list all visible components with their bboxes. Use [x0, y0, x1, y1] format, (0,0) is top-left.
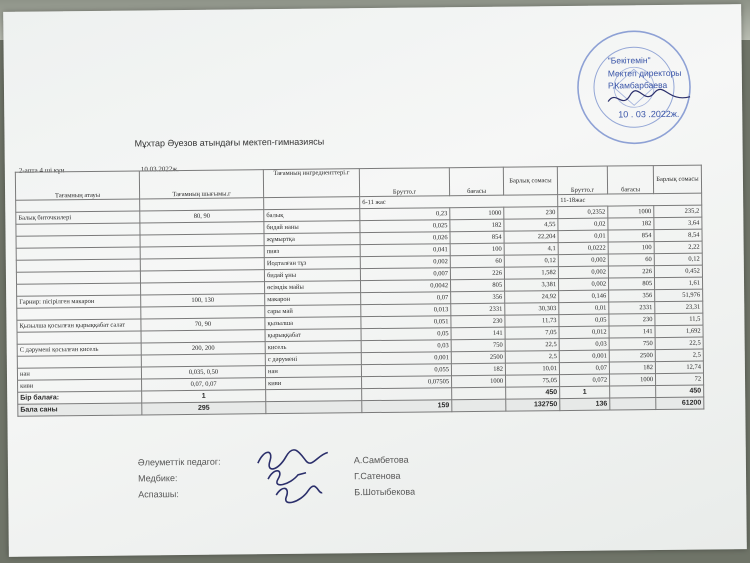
price-1-cell: 230 — [451, 315, 505, 328]
header-price-2: бағасы — [607, 166, 653, 194]
header-dish-yield: Тағамның шығымы.г — [139, 170, 263, 199]
per-child-count-2: 1 — [560, 386, 610, 399]
price-2-cell: 805 — [608, 278, 654, 290]
per-child-label: Бір балаға: — [18, 391, 142, 404]
price-2-cell: 182 — [609, 362, 655, 374]
price-1-cell: 750 — [451, 339, 505, 352]
total-2-cell: 1,61 — [654, 277, 702, 290]
signature-role-nurse: Медбике: — [138, 473, 178, 484]
brutto-2-cell: 0,001 — [559, 350, 609, 363]
approval-line3: Р.Камбарбаева — [607, 79, 668, 91]
menu-date: 10.03.2022ж. — [140, 165, 179, 174]
brutto-1-cell: 0,002 — [360, 256, 450, 269]
total-2-cell: 2,22 — [654, 241, 702, 254]
children-label: Бала саны — [18, 403, 142, 416]
price-2-cell: 1000 — [608, 206, 654, 218]
ingredient-cell: Иодталған тұз — [264, 257, 360, 270]
total-2-cell: 1,692 — [655, 325, 703, 338]
brutto-2-cell: 0,01 — [558, 230, 608, 243]
dish-yield-cell: 0,035, 0,50 — [141, 366, 265, 379]
age-group-2: 11-18жас — [558, 193, 702, 207]
price-1-cell: 141 — [451, 327, 505, 340]
per-child-total-2: 450 — [656, 385, 704, 398]
price-2-cell: 854 — [608, 230, 654, 242]
ingredient-cell: сары май — [265, 305, 361, 318]
dish-name-cell: Балық биточкилері — [16, 211, 140, 224]
dish-yield-cell: 70, 90 — [141, 318, 265, 331]
brutto-1-cell: 0,0042 — [361, 280, 451, 293]
header-brutto-1: Брутто.г — [359, 168, 449, 197]
brutto-2-cell: 0,012 — [559, 326, 609, 339]
price-2-cell: 226 — [608, 266, 654, 278]
children-count: 295 — [142, 402, 266, 415]
total-2-cell: 23,31 — [655, 301, 703, 314]
brutto-1-cell: 0,03 — [361, 340, 451, 353]
signature-role-cook: Аспазшы: — [138, 489, 179, 500]
dish-name-cell: Қызылша қосылған қырыққабат салат — [17, 319, 141, 332]
approval-line1: "Бекітемін" — [607, 55, 651, 66]
children-sum-2: 61200 — [656, 397, 704, 410]
ingredient-cell: с дәрумені — [265, 353, 361, 366]
brutto-1-cell: 0,001 — [361, 352, 451, 365]
brutto-1-cell: 0,07505 — [362, 376, 452, 389]
total-1-cell: 7,05 — [505, 327, 559, 340]
total-2-cell: 51,976 — [655, 289, 703, 302]
dish-name-cell: нан — [17, 367, 141, 380]
per-child-total-1: 450 — [506, 387, 560, 400]
brutto-1-cell: 0,007 — [360, 268, 450, 281]
handwritten-signature-icon — [248, 444, 339, 507]
ingredient-cell: өсімдік майы — [265, 281, 361, 294]
header-price-1: бағасы — [449, 167, 503, 196]
signature-name-social-pedagogue: А.Самбетова — [353, 454, 409, 466]
ingredient-cell: макарон — [265, 293, 361, 306]
price-1-cell: 356 — [451, 291, 505, 304]
price-1-cell: 2331 — [451, 303, 505, 316]
total-2-cell: 235,2 — [654, 205, 702, 218]
dish-yield-cell: 100, 130 — [141, 294, 265, 307]
price-2-cell: 230 — [609, 314, 655, 326]
total-1-cell: 30,303 — [505, 303, 559, 316]
price-1-cell: 854 — [450, 231, 504, 244]
dish-name-cell: С дәрумені қосылған кисель — [17, 343, 141, 356]
price-1-cell: 182 — [451, 363, 505, 376]
total-1-cell: 1,582 — [504, 267, 558, 280]
age-group-1: 6-11 жас — [360, 195, 558, 209]
brutto-2-cell: 0,01 — [559, 302, 609, 315]
dish-yield-cell: 200, 200 — [141, 342, 265, 355]
header-total-1: Барлық сомасы — [503, 167, 557, 196]
total-2-cell: 12,74 — [655, 361, 703, 374]
header-total-2: Барлық сомасы — [653, 165, 701, 194]
brutto-1-cell: 0,23 — [360, 208, 450, 221]
children-count-2: 136 — [560, 398, 610, 411]
price-1-cell: 100 — [450, 243, 504, 256]
ingredient-cell: балық — [264, 209, 360, 222]
page-title: Мұхтар Әуезов атындағы мектеп-гимназиясы — [134, 136, 325, 149]
total-1-cell: 75,05 — [505, 375, 559, 388]
header-ingredients: Тағамның ингредиенттері.г — [263, 169, 359, 198]
price-2-cell: 141 — [609, 326, 655, 338]
price-1-cell: 182 — [450, 219, 504, 232]
brutto-2-cell: 0,02 — [558, 218, 608, 231]
ingredient-cell: жұмыртқа — [264, 233, 360, 246]
total-2-cell: 2,5 — [655, 349, 703, 362]
ingredient-cell: қызылша — [265, 317, 361, 330]
total-1-cell: 3,381 — [504, 279, 558, 292]
dish-yield-cell: 0,07, 0,07 — [142, 378, 266, 391]
total-2-cell: 3,64 — [654, 217, 702, 230]
week-day: 2-апта 4 ші күн — [18, 166, 65, 175]
total-2-cell: 22,5 — [655, 337, 703, 350]
total-2-cell: 0,452 — [654, 265, 702, 278]
brutto-1-cell: 0,025 — [360, 220, 450, 233]
brutto-2-cell: 0,2352 — [558, 206, 608, 219]
ingredient-cell: пияз — [264, 245, 360, 258]
price-1-cell: 1000 — [452, 375, 506, 388]
price-1-cell: 226 — [450, 267, 504, 280]
total-1-cell: 2,5 — [505, 351, 559, 364]
price-2-cell: 750 — [609, 338, 655, 350]
ingredient-cell: бидай наны — [264, 221, 360, 234]
dish-name-cell: Гарнир: пісірілген макарон — [17, 295, 141, 308]
price-1-cell: 805 — [450, 279, 504, 292]
approval-date: 10 . 03 .2022ж. — [618, 108, 680, 120]
total-1-cell: 24,92 — [505, 291, 559, 304]
total-1-cell: 22,204 — [504, 231, 558, 244]
director-signature-icon — [604, 87, 694, 110]
approval-line2: Мектеп директоры — [607, 67, 682, 79]
children-count-1: 159 — [362, 400, 452, 413]
total-1-cell: 4,55 — [504, 219, 558, 232]
total-1-cell: 10,01 — [505, 363, 559, 376]
price-1-cell: 2500 — [451, 351, 505, 364]
price-2-cell: 356 — [609, 290, 655, 302]
brutto-2-cell: 0,002 — [558, 266, 608, 279]
header-dish-name: Тағамның атауы — [15, 171, 139, 200]
brutto-2-cell: 0,146 — [559, 290, 609, 303]
price-1-cell: 60 — [450, 255, 504, 268]
brutto-1-cell: 0,051 — [361, 316, 451, 329]
price-2-cell: 60 — [608, 254, 654, 266]
price-2-cell: 2331 — [609, 302, 655, 314]
menu-table — [15, 165, 705, 417]
price-2-cell: 100 — [608, 242, 654, 254]
brutto-2-cell: 0,002 — [558, 278, 608, 291]
signature-role-social-pedagogue: Әлеуметтік педагог: — [137, 456, 221, 468]
total-1-cell: 11,73 — [505, 315, 559, 328]
signature-name-cook: Б.Шотыбекова — [354, 486, 416, 498]
signature-name-nurse: Г.Сатенова — [353, 470, 401, 482]
per-child-count-1: 1 — [142, 390, 266, 403]
brutto-1-cell: 0,026 — [360, 232, 450, 245]
price-1-cell: 1000 — [450, 207, 504, 220]
price-2-cell: 2500 — [609, 350, 655, 362]
children-sum-1: 132750 — [506, 399, 560, 412]
ingredient-cell: кисель — [265, 341, 361, 354]
total-1-cell: 230 — [504, 207, 558, 220]
total-2-cell: 11,5 — [655, 313, 703, 326]
brutto-1-cell: 0,013 — [361, 304, 451, 317]
ingredient-cell: қырыққабат — [265, 329, 361, 342]
brutto-1-cell: 0,05 — [361, 328, 451, 341]
brutto-1-cell: 0,07 — [361, 292, 451, 305]
brutto-2-cell: 0,0222 — [558, 242, 608, 255]
dish-name-cell: киви — [18, 379, 142, 392]
brutto-2-cell: 0,072 — [559, 374, 609, 387]
price-2-cell: 182 — [608, 218, 654, 230]
dish-yield-cell: 80, 90 — [140, 210, 264, 223]
brutto-2-cell: 0,002 — [558, 254, 608, 267]
total-1-cell: 0,12 — [504, 255, 558, 268]
total-1-cell: 22,5 — [505, 339, 559, 352]
price-2-cell: 1000 — [609, 374, 655, 386]
total-2-cell: 8,54 — [654, 229, 702, 242]
total-1-cell: 4,1 — [504, 243, 558, 256]
brutto-1-cell: 0,041 — [360, 244, 450, 257]
brutto-2-cell: 0,05 — [559, 314, 609, 327]
ingredient-cell: киви — [266, 377, 362, 390]
menu-document — [3, 4, 747, 557]
ingredient-cell: бидай ұны — [264, 269, 360, 282]
brutto-2-cell: 0,03 — [559, 338, 609, 351]
brutto-2-cell: 0,07 — [559, 362, 609, 375]
header-brutto-2: Брутто.г — [557, 166, 607, 195]
total-2-cell: 0,12 — [654, 253, 702, 266]
brutto-1-cell: 0,055 — [361, 364, 451, 377]
total-2-cell: 72 — [655, 373, 703, 386]
ingredient-cell: нан — [265, 365, 361, 378]
